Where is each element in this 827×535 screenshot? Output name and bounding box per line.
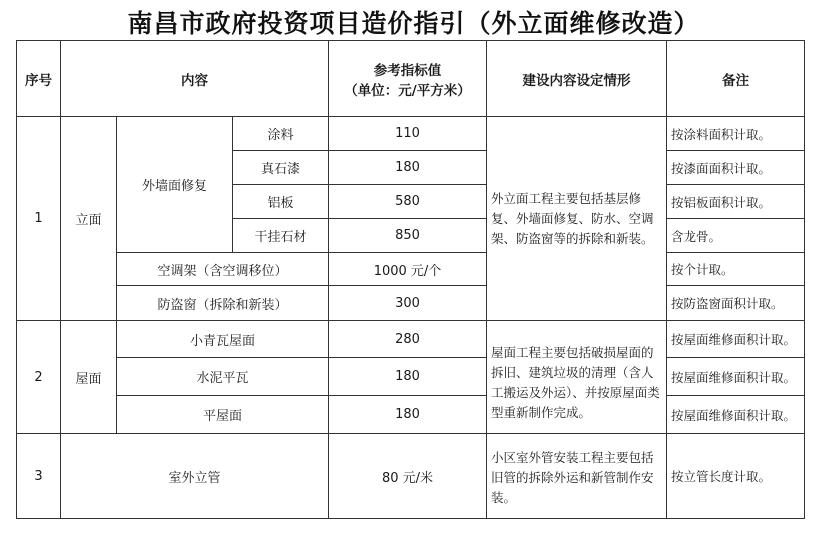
table-row	[17, 286, 805, 321]
setting-description: 外立面工程主要包括基层修复、外墙面修复、防水、空调架、防盗窗等的拆除和新装。	[487, 117, 667, 321]
row-category: 屋面	[61, 321, 117, 434]
item-value: 1000 元/个	[329, 253, 487, 286]
item-name: 室外立管	[61, 434, 329, 519]
header-remark: 备注	[667, 41, 805, 117]
item-name: 干挂石材	[233, 219, 329, 253]
item-name: 平屋面	[117, 396, 329, 434]
item-value: 580	[329, 185, 487, 219]
item-value: 850	[329, 219, 487, 253]
table-row	[17, 396, 805, 434]
table-row	[17, 117, 805, 151]
header-value	[329, 41, 487, 117]
row-no: 3	[17, 434, 61, 519]
item-remark: 按屋面维修面积计取。	[667, 396, 805, 434]
page-title: 南昌市政府投资项目造价指引（外立面维修改造）	[127, 9, 700, 38]
row-group: 外墙面修复	[117, 117, 233, 253]
item-value: 180	[329, 396, 487, 434]
item-remark: 按防盗窗面积计取。	[667, 286, 805, 321]
table-row	[17, 434, 805, 519]
table-header-row	[17, 41, 805, 117]
setting-description: 屋面工程主要包括破损屋面的拆旧、建筑垃圾的清理（含人工搬运及外运）、并按原屋面类型重新制作完成。	[487, 321, 667, 434]
table-row	[17, 253, 805, 286]
item-name: 涂料	[233, 117, 329, 151]
table-row	[17, 358, 805, 396]
item-remark: 按漆面面积计取。	[667, 151, 805, 185]
item-value: 180	[329, 358, 487, 396]
item-remark: 按立管长度计取。	[667, 434, 805, 519]
item-value: 280	[329, 321, 487, 358]
item-name: 空调架（含空调移位）	[117, 253, 329, 286]
item-remark: 按屋面维修面积计取。	[667, 358, 805, 396]
item-name: 水泥平瓦	[117, 358, 329, 396]
row-category: 立面	[61, 117, 117, 321]
item-value: 80 元/米	[329, 434, 487, 519]
row-no: 1	[17, 117, 61, 321]
item-remark: 按屋面维修面积计取。	[667, 321, 805, 358]
item-value: 110	[329, 117, 487, 151]
item-remark: 含龙骨。	[667, 219, 805, 253]
item-remark: 按涂料面积计取。	[667, 117, 805, 151]
row-no: 2	[17, 321, 61, 434]
item-name: 真石漆	[233, 151, 329, 185]
header-setting: 建设内容设定情形	[487, 41, 667, 117]
setting-description: 小区室外管安装工程主要包括旧管的拆除外运和新管制作安装。	[487, 434, 667, 519]
cost-index-table	[16, 40, 805, 519]
item-name: 小青瓦屋面	[117, 321, 329, 358]
header-value-title: 参考指标值	[373, 62, 442, 79]
item-value: 180	[329, 151, 487, 185]
item-value: 300	[329, 286, 487, 321]
item-remark: 按铝板面积计取。	[667, 185, 805, 219]
header-value-unit: （单位：元/平方米）	[344, 82, 471, 99]
header-content: 内容	[61, 41, 329, 117]
item-name: 防盗窗（拆除和新装）	[117, 286, 329, 321]
table-row	[17, 321, 805, 358]
header-no: 序号	[17, 41, 61, 117]
item-remark: 按个计取。	[667, 253, 805, 286]
item-name: 铝板	[233, 185, 329, 219]
